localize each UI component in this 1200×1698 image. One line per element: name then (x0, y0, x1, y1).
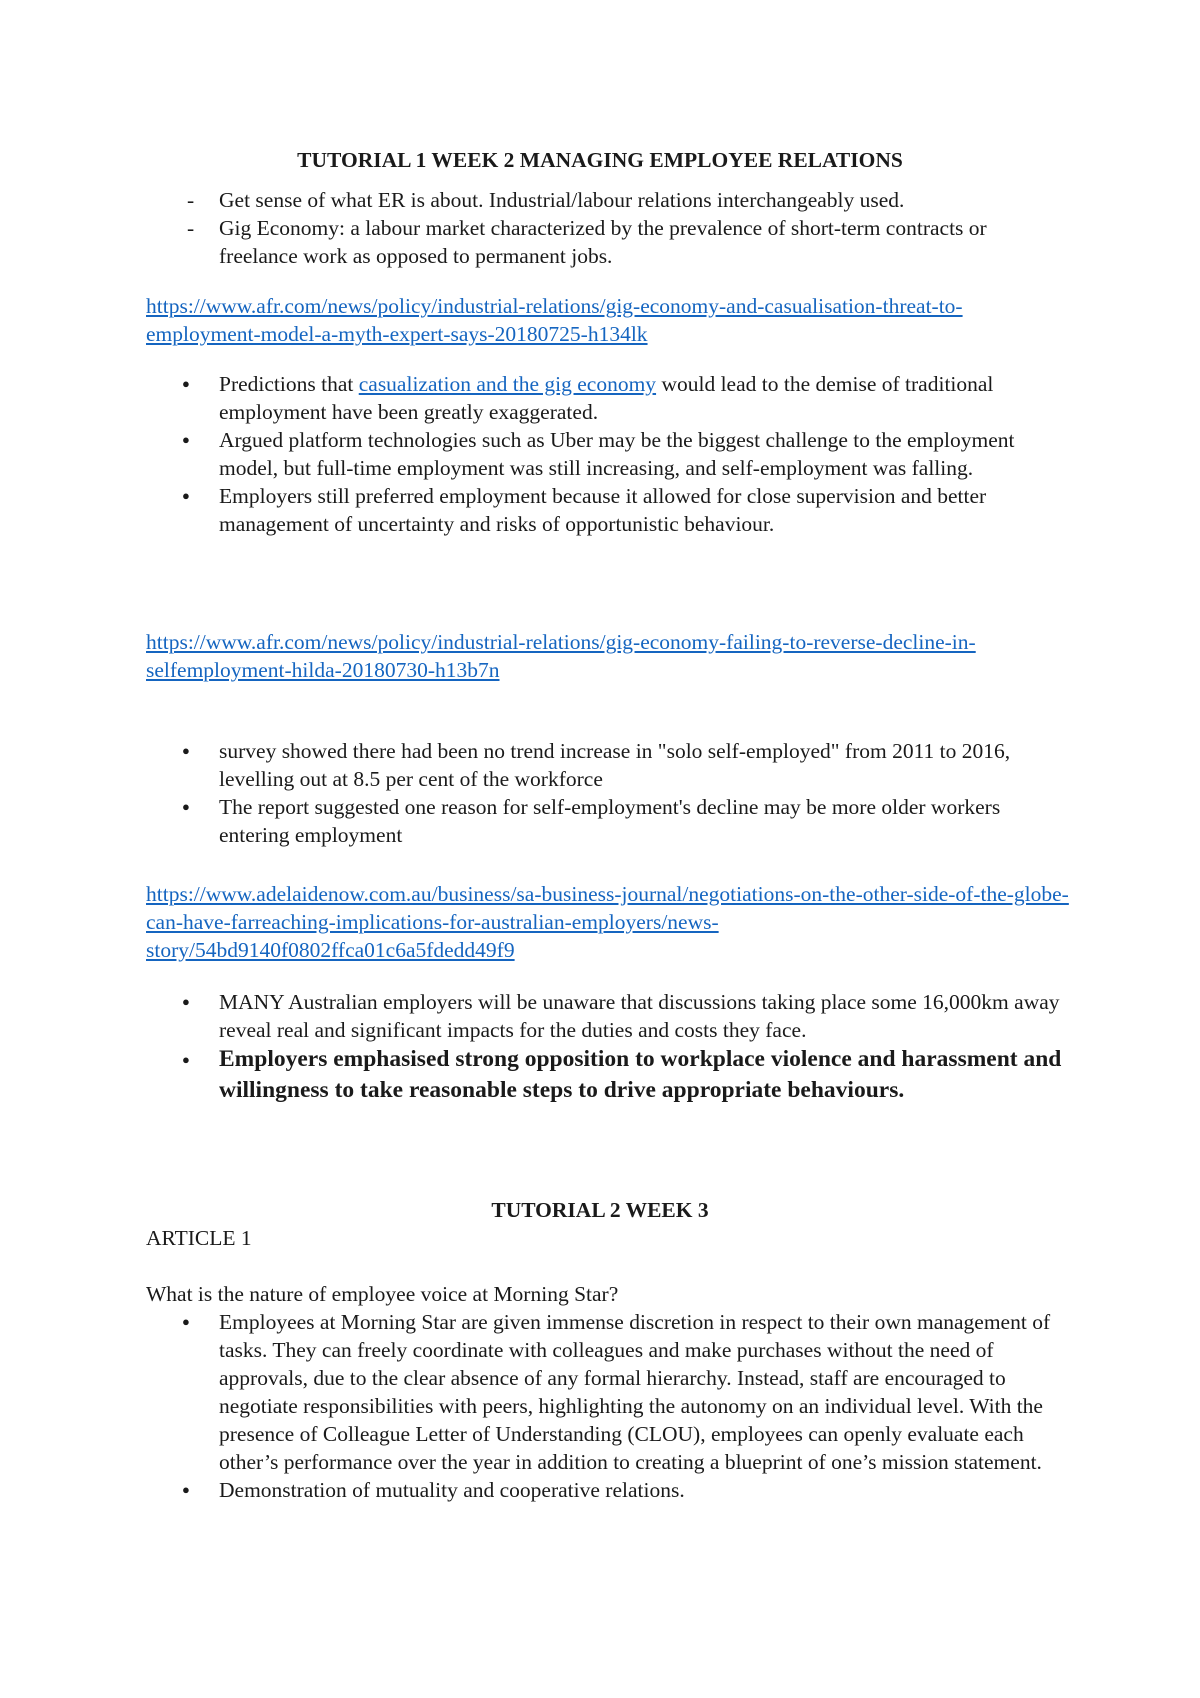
intro-point: - Gig Economy: a labour market characterized by the prevalence of short-term contracts or freelance work as opposed to permanent jobs. (146, 214, 1070, 270)
article-1-link-block (146, 292, 1070, 348)
tutorial-1-heading: TUTORIAL 1 WEEK 2 MANAGING EMPLOYEE RELATIONS (297, 148, 903, 172)
list-item: ● Demonstration of mutuality and cooperative relations. (146, 1476, 1070, 1504)
list-item: ● The report suggested one reason for self-employment's decline may be more older workers entering employment (146, 793, 1070, 849)
article-1-points (146, 370, 1070, 538)
article-3-url[interactable]: https://www.adelaidenow.com.au/business/sa-business-journal/negotiations-on-the-other-side-of-the-globe-can-have-farreaching-implications-for-australian-employers/news-story/54bd9140f0802ffca01c6a5fdedd49f9 (146, 882, 1069, 962)
list-item: ● MANY Australian employers will be unaware that discussions taking place some 16,000km away reveal real and significant impacts for the duties and costs they face. (146, 988, 1070, 1044)
article-label: ARTICLE 1 (146, 1226, 252, 1250)
list-item (146, 370, 1070, 426)
tutorial-2-heading: TUTORIAL 2 WEEK 3 (491, 1198, 709, 1222)
morning-star-question: What is the nature of employee voice at Morning Star? (146, 1282, 619, 1306)
article-2-url[interactable]: https://www.afr.com/news/policy/industrial-relations/gig-economy-failing-to-reverse-decline-in-selfemployment-hilda-20180730-h13b7n (146, 630, 976, 682)
article-3-points (146, 988, 1070, 1106)
list-item-bold: ● Employers emphasised strong opposition to workplace violence and harassment and willingness to take reasonable steps to drive appropriate behaviours. (146, 1044, 1070, 1106)
point-text: would lead to the demise of traditional employment have been greatly exaggerated. (219, 372, 994, 424)
article-3-link-block (146, 880, 1070, 964)
casualization-link[interactable]: casualization and the gig economy (358, 372, 657, 396)
list-item: ● Employees at Morning Star are given immense discretion in respect to their own management of tasks. They can freely coordinate with colleagues and make purchases without the need of approvals, due to the clear absence of any formal hierarchy. Instead, staff are encouraged to negotiate responsibilities with peers, highlighting the autonomy on an individual level. With the presence of Colleague Letter of Understanding (CLOU), employees can openly evaluate each other’s performance over the year in addition to creating a blueprint of one’s mission statement. (146, 1308, 1070, 1476)
article-1-url[interactable]: https://www.afr.com/news/policy/industrial-relations/gig-economy-and-casualisation-threat-to-employment-model-a-myth-expert-says-20180725-h134lk (146, 294, 963, 346)
list-item: ● Employers still preferred employment because it allowed for close supervision and better management of uncertainty and risks of opportunistic behaviour. (146, 482, 1070, 538)
list-item: ● survey showed there had been no trend increase in "solo self-employed" from 2011 to 2016, levelling out at 8.5 per cent of the workforce (146, 737, 1070, 793)
intro-point: - Get sense of what ER is about. Industrial/labour relations interchangeably used. (146, 186, 1070, 214)
intro-points (146, 186, 1070, 270)
article-2-link-block (146, 628, 1070, 684)
morning-star-points (146, 1308, 1070, 1504)
list-item: ● Argued platform technologies such as Uber may be the biggest challenge to the employment model, but full-time employment was still increasing, and self-employment was falling. (146, 426, 1070, 482)
point-text: Predictions that (219, 372, 359, 396)
article-2-points (146, 737, 1070, 849)
